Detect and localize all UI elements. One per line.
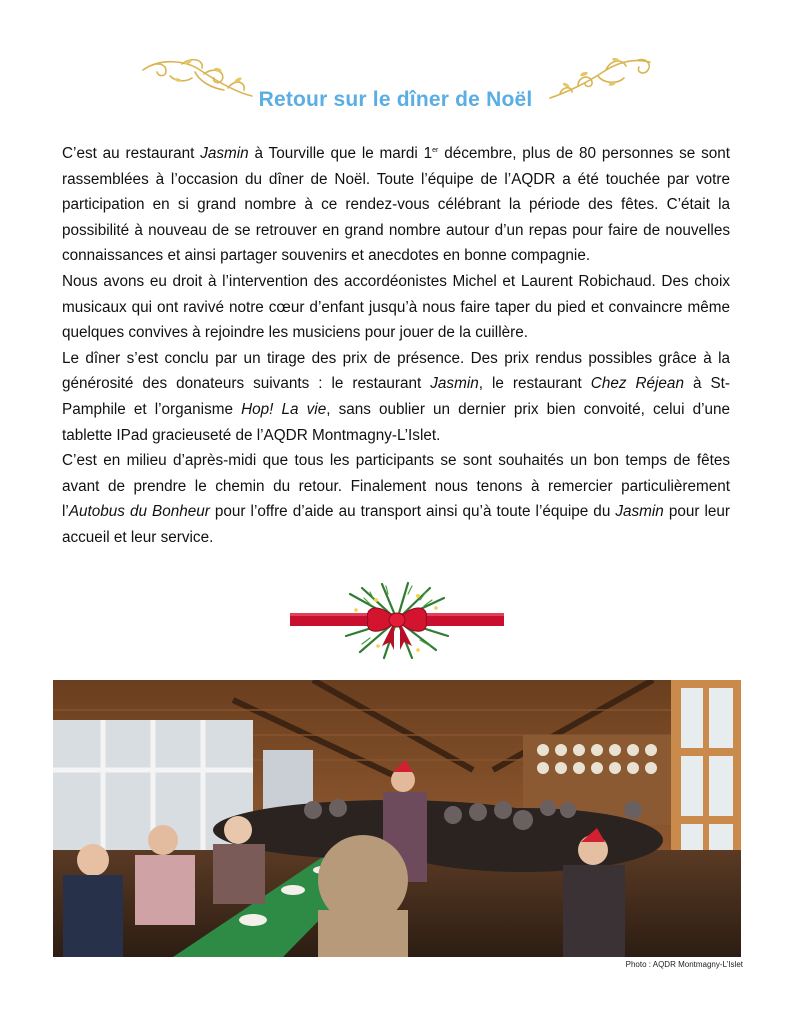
organization-name: Autobus du Bonheur xyxy=(68,503,210,521)
header xyxy=(0,52,791,122)
paragraph-2: Nous avons eu droit à l’intervention des accordéonistes Michel et Laurent Robichaud. Des choix musicaux qui ont ravivé notre cœur d’enfant jusqu’à nous faire taper du pied et convaincre même quelques convives à rejoindre les musiciens pour jouer de la cuillère. xyxy=(62,272,730,342)
christmas-ribbon-bow-icon xyxy=(290,580,504,662)
article-body xyxy=(62,141,730,551)
paragraph-1: C’est au restaurant Jasmin à Tourville que le mardi 1er décembre, plus de 80 personnes se sont rassemblées à l’occasion du dîner de Noël. Toute l’équipe de l’AQDR a été touchée par votre participation en si grand nombre à ce rendez-vous célébrant la période des fêtes. C’était la possibilité à nouveau de se retrouver en grand nombre autour d’un repas pour faire de nouvelles connaissances et ainsi partager souvenirs et anecdotes en bonne compagnie. xyxy=(62,145,730,265)
paragraph-4: C’est en milieu d’après-midi que tous les participants se sont souhaités un bon temps de fêtes avant de prendre le chemin du retour. Finalement nous tenons à remercier particulièrement l’Autobus du Bonheur pour l’offre d’aide au transport ainsi qu’à toute l’équipe du Jasmin pour leur accueil et leur service. xyxy=(62,452,731,546)
restaurant-name: Chez Réjean xyxy=(590,375,684,393)
ordinal-suffix: er xyxy=(432,147,439,154)
restaurant-name: Jasmin xyxy=(615,503,664,521)
restaurant-name: Jasmin xyxy=(430,375,479,393)
restaurant-name: Jasmin xyxy=(200,145,249,162)
event-photo xyxy=(53,680,741,957)
page-title: Retour sur le dîner de Noël xyxy=(258,88,533,111)
organization-name: Hop! La vie xyxy=(241,400,327,418)
paragraph-3: Le dîner s’est conclu par un tirage des prix de présence. Des prix rendus possibles grâce à la générosité des donateurs suivants : le restaurant Jasmin, le restaurant Chez Réjean à St-Pamphile et l’organisme Hop! La vie, sans oublier un dernier prix bien convoité, celui d’une tablette IPad gracieuseté de l’AQDR Montmagny-L’Islet. xyxy=(62,349,731,444)
photo-caption: Photo : AQDR Montmagny-L’Islet xyxy=(625,960,743,969)
